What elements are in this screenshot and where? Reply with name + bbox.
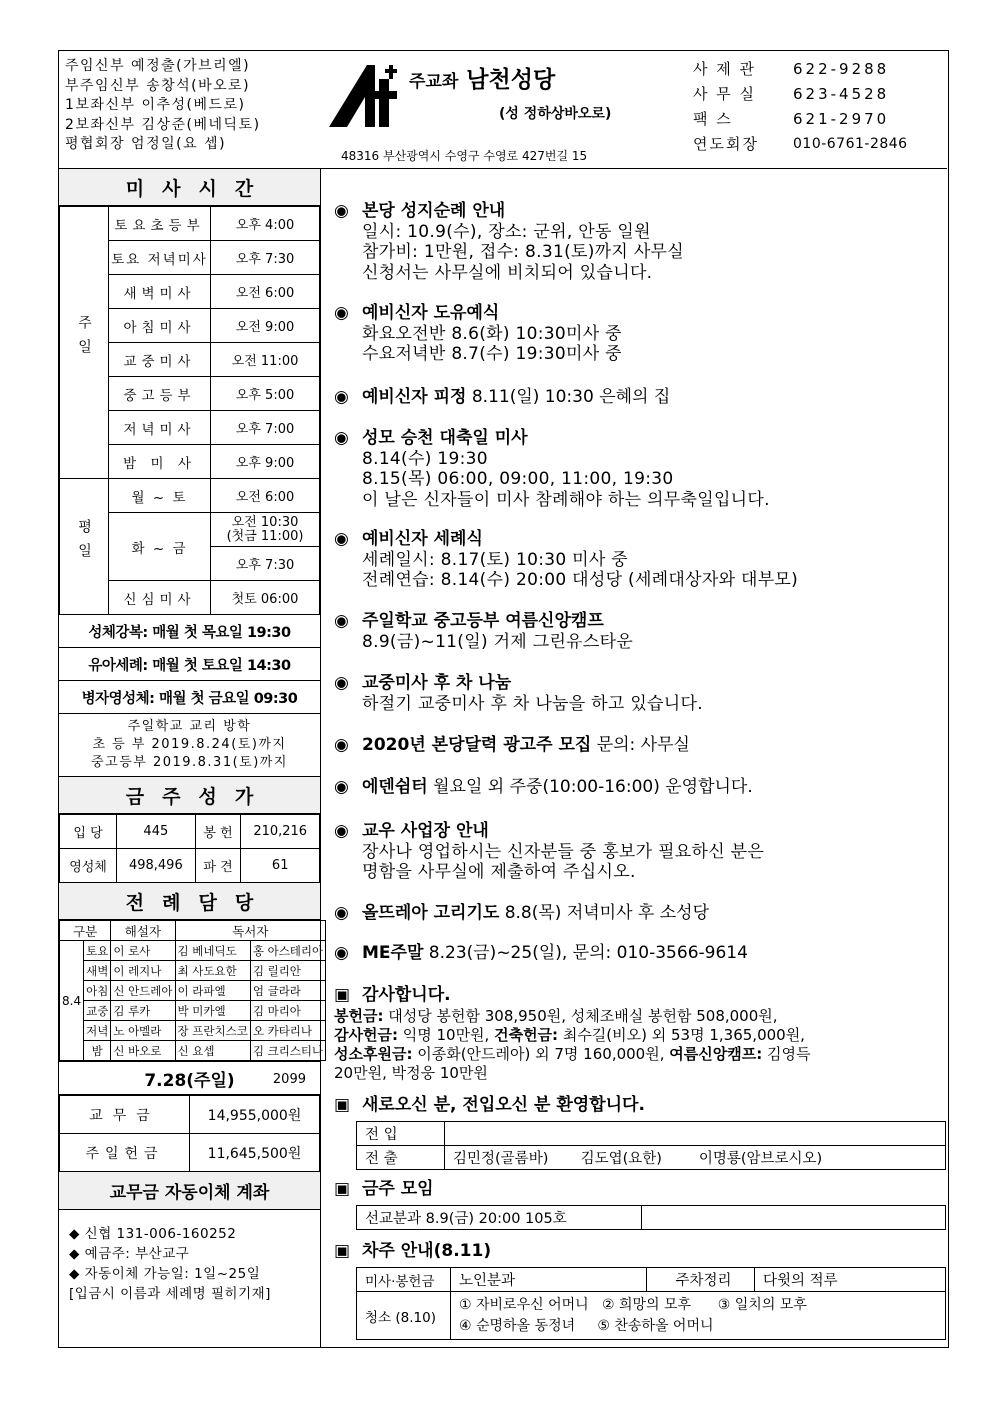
hymns-table [59, 814, 320, 883]
news-body: 전례연습: 8.14(수) 20:00 대성당 (세례대상자와 대부모) [362, 570, 799, 590]
news-detail: 문의: 사무실 [591, 735, 690, 755]
reader: 김 크리스티나 [250, 1041, 325, 1061]
mass-name: 토요초등부 [109, 207, 211, 241]
mass-times-table [59, 206, 320, 615]
thanks-text: 익명 10만원, [397, 1026, 495, 1044]
mass-time: 오후 4:00 [211, 207, 320, 241]
duty-label: 미사·봉헌금 [357, 1268, 451, 1292]
news-body: 8.14(수) 19:30 [362, 448, 488, 469]
commentator: 이 로사 [111, 941, 175, 961]
bank-line: ◆ 자동이체 가능일: 1일~25일 [69, 1266, 261, 1282]
next-week-section [334, 1241, 491, 1262]
news-title: 예비신자 세례식 [362, 529, 483, 549]
reader: 김 마리아 [250, 1001, 325, 1021]
news-body: 신청서는 사무실에 비치되어 있습니다. [362, 262, 653, 283]
contact-row [693, 57, 908, 82]
offerings-table [59, 1095, 320, 1172]
news-item [334, 303, 622, 365]
thanks-body [334, 1007, 810, 1083]
news-body: 하절기 교중미사 후 차 나눔을 하고 있습니다. [362, 693, 703, 714]
meeting-row [642, 1206, 946, 1230]
info-bar: 성체강복: 매월 첫 목요일 19:30 [59, 615, 320, 648]
welcome-label: 전 입 [357, 1122, 445, 1146]
contact-value: 623-4528 [793, 85, 890, 103]
bullet-icon: ◉ [334, 201, 349, 221]
thanks-text: 김영득 [762, 1045, 811, 1063]
thanks-text: 20만원, 박정웅 10만원 [334, 1064, 488, 1082]
staff-line: 1보좌신부 이추성(베드로) [65, 97, 246, 113]
mass-time: 오후 7:00 [211, 411, 320, 445]
bank-info [59, 1210, 320, 1318]
reader: 오 카타리나 [250, 1021, 325, 1041]
news-item [334, 611, 633, 652]
reader: 김 베네딕도 [175, 941, 250, 961]
contacts [693, 57, 908, 157]
news-title: 주일학교 중고등부 여름신앙캠프 [362, 611, 604, 631]
commentator: 신 안드레아 [111, 981, 175, 1001]
news-title: 본당 성지순례 안내 [362, 201, 506, 221]
parish-title [409, 61, 555, 94]
left-column [59, 169, 324, 1347]
table-row [357, 1122, 946, 1146]
news-title: 올뜨레아 고리기도 [362, 903, 500, 923]
right-column [322, 169, 947, 1347]
news-item [334, 387, 670, 408]
bank-line: ◆ 신협 131-006-160252 [69, 1226, 237, 1242]
col-head: 해설자 [111, 921, 175, 941]
table-row [357, 1268, 946, 1292]
contact-value: 621-2970 [793, 110, 890, 128]
sunday-date-text: 7.28(주일) [144, 1070, 235, 1091]
time-note: (첫금 11:00) [226, 528, 304, 544]
table-row [357, 1206, 946, 1230]
news-body: 명함을 사무실에 제출하여 주십시오. [362, 862, 636, 882]
news-item [334, 673, 703, 714]
news-title: 에덴쉼터 [362, 777, 428, 797]
mass-time: 오후 7:30 [211, 547, 320, 581]
table-row [60, 981, 326, 1001]
table-row [60, 1096, 320, 1134]
table-row [60, 1041, 326, 1061]
news-title: ME주말 [362, 943, 424, 963]
thanks-title: 감사합니다. [362, 985, 451, 1005]
col-head: 구분 [60, 921, 111, 941]
bullet-icon: ◉ [334, 943, 349, 963]
bullet-icon: ◉ [334, 777, 349, 797]
hymn-label: 파 견 [195, 849, 241, 883]
news-item [334, 821, 764, 883]
table-row [60, 941, 326, 961]
mass-time: 오후 7:30 [211, 241, 320, 275]
table-row [60, 1134, 320, 1172]
meeting-section [334, 1179, 434, 1200]
thanks-text: 최수길(비오) 외 53명 1,365,000원, [558, 1026, 805, 1044]
mass-name: 월 ~ 토 [109, 479, 211, 513]
sunday-number: 2099 [272, 1072, 306, 1087]
thanks-label: 봉헌금: [334, 1007, 384, 1025]
mass-name: 중고등부 [109, 377, 211, 411]
news-item [334, 428, 770, 510]
sunday-label: 주일 [60, 207, 109, 479]
table-row [60, 921, 326, 941]
hymn-label: 입 당 [60, 815, 117, 849]
table-row [357, 1146, 946, 1170]
table-row [60, 961, 326, 981]
news-title: 예비신자 도유예식 [362, 303, 500, 323]
news-detail: 8.8(목) 저녁미사 후 소성당 [499, 903, 710, 923]
title-main: 남천성당 [466, 67, 556, 93]
clean-label: 청소 (8.10) [357, 1292, 451, 1340]
square-bullet-icon: ▣ [334, 1095, 351, 1115]
bullet-icon: ◉ [334, 903, 349, 923]
news-title: 예비신자 피정 [362, 387, 467, 407]
thanks-text: 대성당 봉헌함 308,950원, 성체조배실 봉헌함 508,000원, [383, 1007, 778, 1025]
clean-groups [451, 1292, 946, 1340]
table-row [60, 1021, 326, 1041]
news-body: 참가비: 1만원, 접수: 8.31(토)까지 사무실 [362, 242, 684, 262]
news-body: 화요오전반 8.6(화) 10:30미사 중 [362, 323, 622, 344]
welcome-title: 새로오신 분, 전입오신 분 환영합니다. [362, 1095, 645, 1115]
welcome-value: 김민정(골롬바) 김도엽(요한) 이명룡(암브로시오) [445, 1146, 946, 1170]
thanks-text: 이종화(안드레아) 외 7명 160,000원, [412, 1045, 670, 1063]
liturgy-heading: 전례담당 [59, 883, 320, 920]
staff-line: 2보좌신부 김상준(베네딕토) [65, 116, 261, 133]
news-title: 성모 승천 대축일 미사 [362, 428, 528, 448]
parish-logo-icon [327, 57, 407, 131]
contact-label: 사 무 실 [693, 85, 757, 103]
news-body: 세례일시: 8.17(토) 10:30 미사 중 [362, 549, 629, 570]
thanks-section [334, 985, 451, 1006]
bullet-icon: ◉ [334, 387, 349, 407]
table-row [60, 815, 320, 849]
offering-label: 주일헌금 [60, 1134, 190, 1172]
table-row [357, 1292, 946, 1340]
mass-name: 교중미사 [109, 343, 211, 377]
table-row [60, 207, 320, 241]
info-bar: 유아세례: 매월 첫 토요일 14:30 [59, 648, 320, 681]
welcome-value [445, 1122, 946, 1146]
contact-row [693, 107, 908, 132]
contact-value: 622-9288 [793, 60, 890, 78]
liturgy-table [59, 920, 326, 1061]
news-item [334, 735, 690, 756]
address: 48316 부산광역시 수영구 수영로 427번길 15 [341, 149, 588, 163]
reader: 김 릴리안 [250, 961, 325, 981]
reader: 이 라파엘 [175, 981, 250, 1001]
vacation-notice [59, 714, 320, 777]
contact-row [693, 82, 908, 107]
contact-value: 010-6761-2846 [793, 136, 908, 152]
staff-line: 주임신부 예정출(가브리엘) [65, 58, 251, 74]
mass-time: 오전 6:00 [211, 275, 320, 309]
staff-list [65, 57, 261, 155]
bullet-icon: ◉ [334, 303, 349, 323]
news-item [334, 201, 684, 283]
hymns-heading: 금주성가 [59, 777, 320, 814]
bullet-icon: ◉ [334, 611, 349, 631]
liturgy-mass: 새벽 [84, 961, 111, 981]
clean-line: ① 자비로우신 어머니 ② 희망의 모후 ③ 일치의 모후 [459, 1296, 807, 1313]
thanks-label: 여름신앙캠프: [669, 1045, 763, 1063]
meeting-row: 선교분과 8.9(금) 20:00 105호 [357, 1206, 642, 1230]
duty-value: 다윗의 적루 [755, 1268, 946, 1292]
news-body: 장사나 영업하시는 신자분들 중 홍보가 필요하신 분은 [362, 841, 765, 862]
weekday-label: 평일 [60, 479, 109, 615]
reader: 최 사도요한 [175, 961, 250, 981]
welcome-label: 전 출 [357, 1146, 445, 1170]
offering-value: 11,645,500원 [190, 1134, 320, 1172]
contact-row [693, 132, 908, 157]
mass-name: 신심미사 [109, 581, 211, 615]
clean-line: ④ 순명하올 동정녀 ⑤ 찬송하올 어머니 [459, 1317, 714, 1334]
mass-time [211, 513, 320, 547]
mass-name: 화 ~ 금 [109, 513, 211, 581]
news-body: 일시: 10.9(수), 장소: 군위, 안동 일원 [362, 221, 651, 242]
hymn-value: 498,496 [117, 849, 196, 883]
reader: 홍 아스테리아 [250, 941, 325, 961]
mass-name: 새벽미사 [109, 275, 211, 309]
table-row [60, 479, 320, 513]
news-title: 교중미사 후 차 나눔 [362, 673, 512, 693]
news-body: 이 날은 신자들이 미사 참례해야 하는 의무축일입니다. [362, 489, 770, 510]
thanks-label: 성소후원금: [334, 1045, 413, 1063]
liturgy-mass: 교중 [84, 1001, 111, 1021]
title-prefix: 주교좌 [409, 72, 459, 92]
news-body: 8.15(목) 06:00, 09:00, 11:00, 19:30 [362, 469, 674, 489]
news-detail: 8.23(금)~25(일), 문의: 010-3566-9614 [423, 943, 748, 963]
welcome-section [334, 1095, 645, 1116]
bank-line: ◆ 예금주: 부산교구 [69, 1246, 190, 1262]
commentator: 신 바오로 [111, 1041, 175, 1061]
mass-time: 오전 6:00 [211, 479, 320, 513]
mass-name: 저녁미사 [109, 411, 211, 445]
meeting-title: 금주 모임 [362, 1179, 434, 1199]
hymn-label: 영성체 [60, 849, 117, 883]
news-body: 8.9(금)~11(일) 거제 그린유스타운 [362, 631, 634, 652]
thanks-label: 감사헌금: [334, 1026, 398, 1044]
bank-line: [입금시 이름과 세례명 필히기재] [69, 1286, 271, 1302]
reader: 박 미카엘 [175, 1001, 250, 1021]
vacation-line: 초 등 부 2019.8.24(토)까지 [92, 737, 287, 752]
news-title: 교우 사업장 안내 [362, 821, 489, 841]
square-bullet-icon: ▣ [334, 1241, 351, 1261]
news-item [334, 943, 748, 964]
staff-line: 부주임신부 송창석(바오로) [65, 77, 251, 94]
mass-time: 오후 9:00 [211, 445, 320, 479]
news-title: 2020년 본당달력 광고주 모집 [362, 735, 592, 755]
bullet-icon: ◉ [334, 529, 349, 549]
reader: 장 프란치스코 [175, 1021, 250, 1041]
commentator: 이 레지나 [111, 961, 175, 981]
bullet-icon: ◉ [334, 428, 349, 448]
mass-times-heading: 미사시간 [59, 169, 320, 206]
hymn-value: 445 [117, 815, 196, 849]
hymn-value: 210,216 [241, 815, 320, 849]
staff-line: 평협회장 엄정일(요 셉) [65, 136, 227, 152]
next-week-table [356, 1267, 946, 1340]
table-row [60, 1001, 326, 1021]
hymn-label: 봉 헌 [195, 815, 241, 849]
contact-label: 연도회장 [693, 135, 759, 153]
bullet-icon: ◉ [334, 735, 349, 755]
sunday-date [59, 1061, 320, 1095]
duty-label: 주차정리 [647, 1268, 755, 1292]
vacation-line: 주일학교 교리 방학 [127, 719, 252, 734]
bank-heading: 교무금 자동이체 계좌 [59, 1172, 320, 1210]
contact-label: 팩 스 [693, 110, 733, 128]
liturgy-mass: 저녁 [84, 1021, 111, 1041]
liturgy-mass: 밤 [84, 1041, 111, 1061]
mass-time: 오후 5:00 [211, 377, 320, 411]
news-item [334, 903, 709, 924]
liturgy-mass: 아침 [84, 981, 111, 1001]
commentator: 김 루카 [111, 1001, 175, 1021]
offering-label: 교무금 [60, 1096, 190, 1134]
contact-label: 사 제 관 [693, 60, 757, 78]
reader: 신 요셉 [175, 1041, 250, 1061]
reader: 엄 글라라 [250, 981, 325, 1001]
bulletin-frame [58, 50, 949, 1348]
mass-name: 아침미사 [109, 309, 211, 343]
meeting-table [356, 1205, 946, 1230]
mass-name: 밤 미 사 [109, 445, 211, 479]
next-week-title: 차주 안내(8.11) [362, 1241, 492, 1261]
news-item [334, 777, 753, 798]
mass-time: 오전 11:00 [211, 343, 320, 377]
bullet-icon: ◉ [334, 673, 349, 693]
mass-time: 오전 9:00 [211, 309, 320, 343]
thanks-label: 건축헌금: [494, 1026, 559, 1044]
commentator: 노 아멜라 [111, 1021, 175, 1041]
news-detail: 월요일 외 주중(10:00-16:00) 운영합니다. [427, 777, 753, 797]
header [59, 51, 947, 169]
square-bullet-icon: ▣ [334, 1179, 351, 1199]
offering-value: 14,955,000원 [190, 1096, 320, 1134]
col-head: 독서자 [175, 921, 326, 941]
news-item [334, 529, 798, 591]
vacation-line: 중고등부 2019.8.31(토)까지 [91, 755, 288, 770]
news-body: 수요저녁반 8.7(수) 19:30미사 중 [362, 344, 622, 364]
hymn-value: 61 [241, 849, 320, 883]
square-bullet-icon: ▣ [334, 985, 351, 1005]
news-detail: 8.11(일) 10:30 은혜의 집 [466, 387, 671, 407]
table-row [60, 849, 320, 883]
info-bar: 병자영성체: 매월 첫 금요일 09:30 [59, 681, 320, 714]
welcome-table [356, 1121, 946, 1170]
time-main: 오전 10:30 [231, 514, 299, 530]
mass-name: 토요 저녁미사 [109, 241, 211, 275]
parish-subtitle: (성 정하상바오로) [499, 106, 612, 122]
duty-value: 노인분과 [451, 1268, 647, 1292]
liturgy-date: 8.4 [60, 941, 84, 1061]
mass-time: 첫토 06:00 [211, 581, 320, 615]
liturgy-mass: 토요 [84, 941, 111, 961]
bullet-icon: ◉ [334, 821, 349, 841]
